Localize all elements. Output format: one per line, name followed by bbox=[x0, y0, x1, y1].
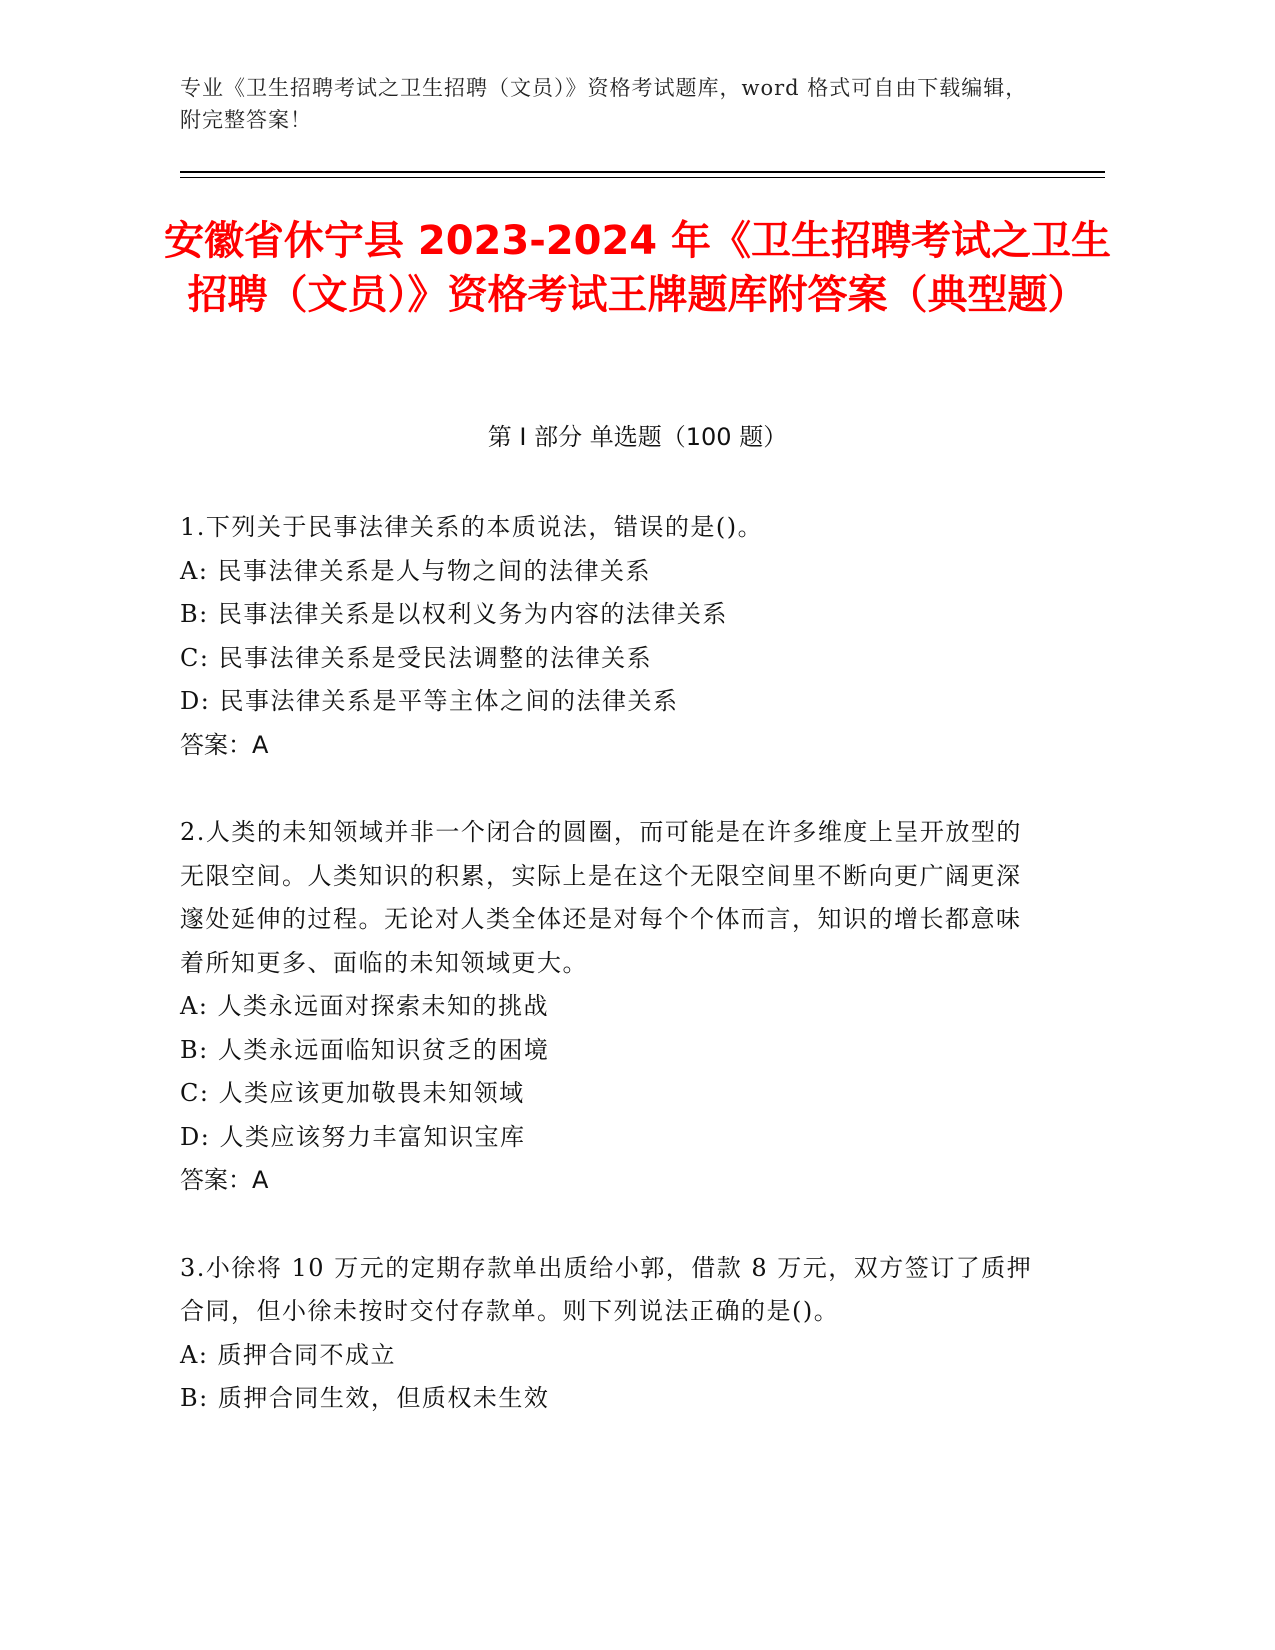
document-title: 安徽省休宁县 2023-2024 年《卫生招聘考试之卫生招聘（文员）》资格考试王牌题库附答案（典型题） bbox=[163, 218, 1112, 318]
option-a: A: 民事法律关系是人与物之间的法律关系 bbox=[180, 556, 652, 585]
question-stem: 1.下列关于民事法律关系的本质说法，错误的是()。 bbox=[180, 513, 764, 541]
option-c: C: 民事法律关系是受民法调整的法律关系 bbox=[180, 643, 653, 672]
option-a: A: 质押合同不成立 bbox=[180, 1340, 397, 1369]
option-d: D: 民事法律关系是平等主体之间的法律关系 bbox=[180, 687, 679, 715]
option-b: B: 质押合同生效，但质权未生效 bbox=[180, 1384, 550, 1412]
question-list bbox=[180, 506, 1040, 1465]
header-rule-thin bbox=[180, 177, 1105, 178]
question-stem: 2.人类的未知领域并非一个闭合的圆圈，而可能是在许多维度上呈开放型的无限空间。人类知识的积累，实际上是在这个无限空间里不断向更广阔更深邃处延伸的过程。无论对人类全体还是对每个个体而言，知识的增长都意味着所知更多、面临的未知领域更大。 bbox=[180, 818, 1022, 977]
answer: 答案：A bbox=[180, 730, 269, 759]
option-b: B: 人类永远面临知识贫乏的困境 bbox=[180, 1035, 550, 1064]
header-note: 专业《卫生招聘考试之卫生招聘（文员）》资格考试题库，word 格式可自由下载编辑，附完整答案！ bbox=[180, 76, 1028, 132]
question-stem: 3.小徐将 10 万元的定期存款单出质给小郭，借款 8 万元，双方签订了质押合同，但小徐未按时交付存款单。则下列说法正确的是()。 bbox=[180, 1253, 1033, 1325]
question-3 bbox=[180, 1247, 1040, 1421]
option-c: C: 人类应该更加敬畏未知领域 bbox=[180, 1079, 525, 1107]
answer: 答案：A bbox=[180, 1166, 269, 1194]
option-a: A: 人类永远面对探索未知的挑战 bbox=[180, 992, 550, 1020]
option-b: B: 民事法律关系是以权利义务为内容的法律关系 bbox=[180, 600, 728, 628]
option-d: D: 人类应该努力丰富知识宝库 bbox=[180, 1122, 526, 1151]
section-title: 第 I 部分 单选题（100 题） bbox=[487, 423, 788, 451]
question-2 bbox=[180, 811, 1040, 1203]
question-1 bbox=[180, 506, 1040, 767]
header-rule-thick bbox=[180, 171, 1105, 173]
